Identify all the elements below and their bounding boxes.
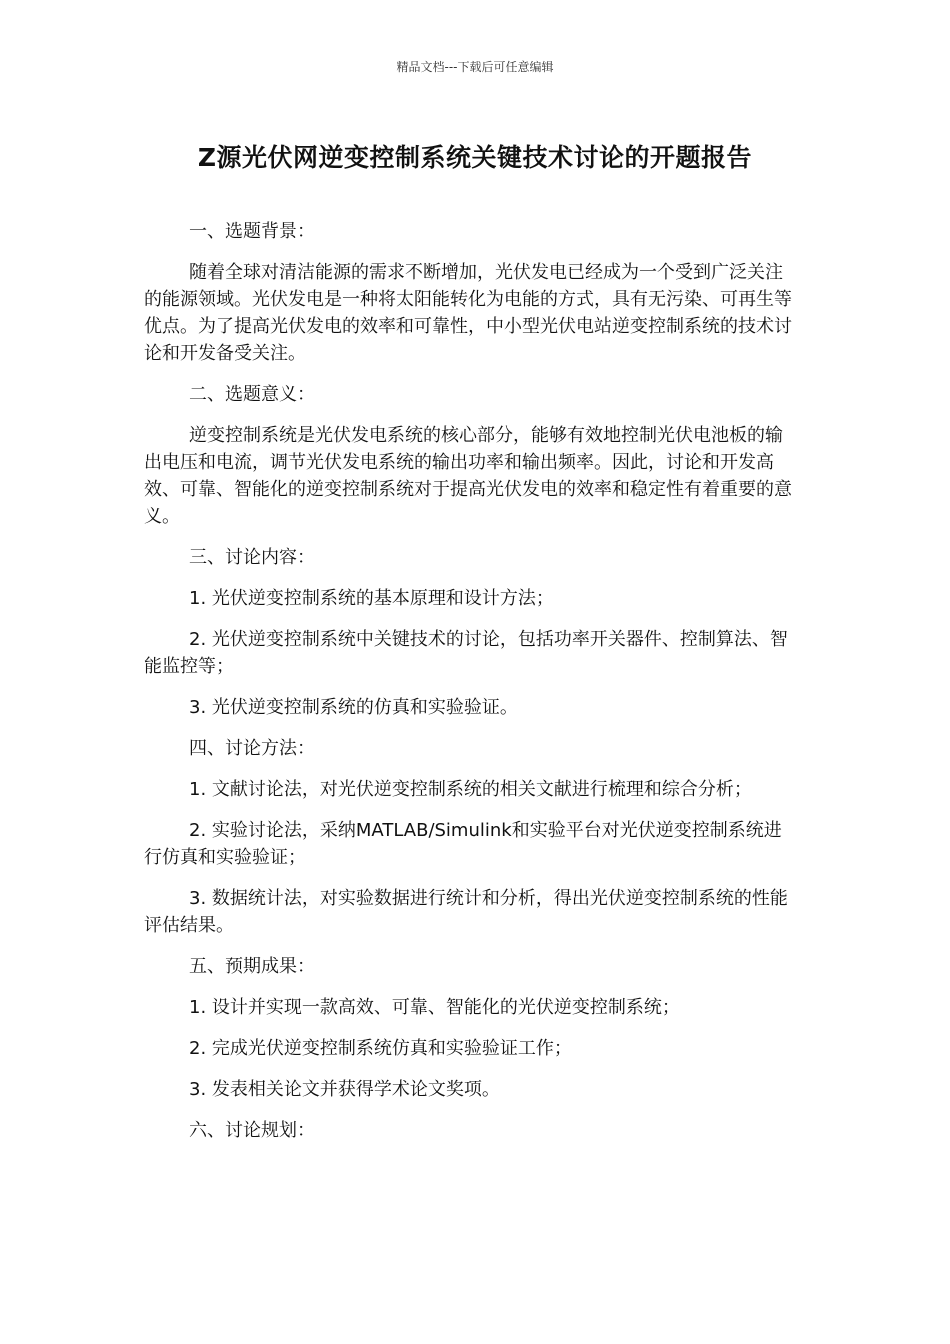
paragraph-background: 随着全球对清洁能源的需求不断增加，光伏发电已经成为一个受到广泛关注的能源领域。光伏发电是一种将太阳能转化为电能的方式，具有无污染、可再生等优点。为了提高光伏发电的效率和可靠性，中小型光伏电站逆变控制系统的技术讨论和开发备受关注。 <box>144 262 792 364</box>
list-item-outcome-1: 1. 设计并实现一款高效、可靠、智能化的光伏逆变控制系统； <box>189 997 680 1018</box>
section-heading-significance: 二、选题意义： <box>189 384 315 405</box>
list-item-content-2: 2. 光伏逆变控制系统中关键技术的讨论，包括功率开关器件、控制算法、智能监控等； <box>144 629 788 677</box>
section-heading-methods: 四、讨论方法： <box>189 738 315 759</box>
list-item-outcome-2: 2. 完成光伏逆变控制系统仿真和实验验证工作； <box>189 1038 572 1059</box>
list-item-method-1: 1. 文献讨论法，对光伏逆变控制系统的相关文献进行梳理和综合分析； <box>189 779 752 800</box>
list-item-content-1: 1. 光伏逆变控制系统的基本原理和设计方法； <box>189 588 554 609</box>
document-body <box>144 218 798 1158</box>
paragraph-significance: 逆变控制系统是光伏发电系统的核心部分，能够有效地控制光伏电池板的输出电压和电流，调节光伏发电系统的输出功率和输出频率。因此，讨论和开发高效、可靠、智能化的逆变控制系统对于提高光伏发电的效率和稳定性有着重要的意义。 <box>144 425 792 527</box>
list-item-method-3: 3. 数据统计法，对实验数据进行统计和分析，得出光伏逆变控制系统的性能评估结果。 <box>144 888 788 936</box>
header-note: 精品文档---下载后可任意编辑 <box>396 60 554 74</box>
section-heading-content: 三、讨论内容： <box>189 547 315 568</box>
section-heading-outcomes: 五、预期成果： <box>189 956 315 977</box>
list-item-content-3: 3. 光伏逆变控制系统的仿真和实验验证。 <box>189 697 518 718</box>
section-heading-plan: 六、讨论规划： <box>189 1120 315 1141</box>
section-heading-background: 一、选题背景： <box>189 221 315 242</box>
list-item-outcome-3: 3. 发表相关论文并获得学术论文奖项。 <box>189 1079 500 1100</box>
list-item-method-2: 2. 实验讨论法，采纳MATLAB/Simulink和实验平台对光伏逆变控制系统进行仿真和实验验证； <box>144 820 782 868</box>
document-title: Z源光伏网逆变控制系统关键技术讨论的开题报告 <box>197 143 753 172</box>
